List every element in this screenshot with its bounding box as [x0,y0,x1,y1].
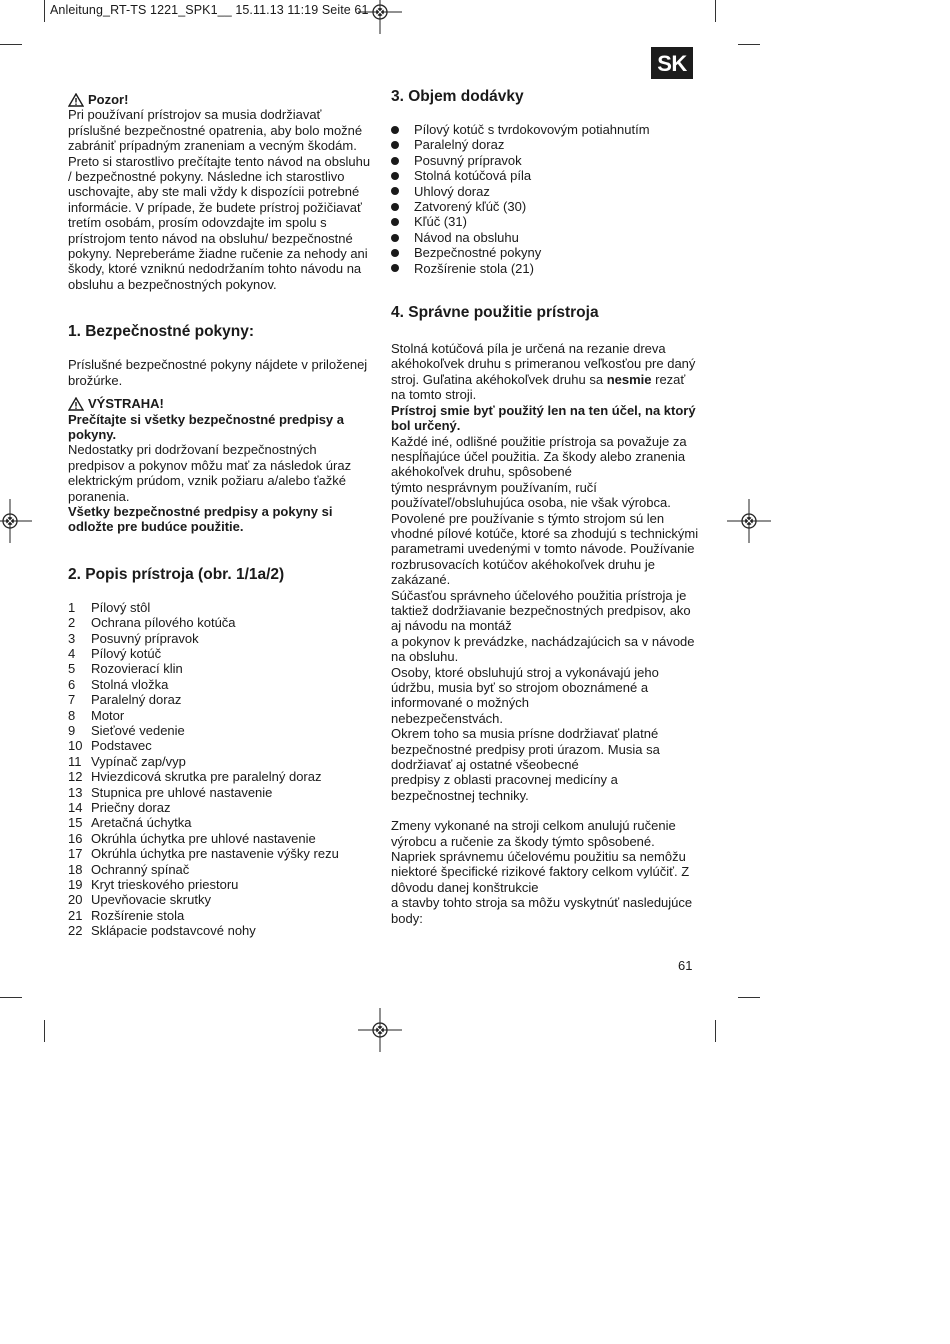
usage-text: Stolná kotúčová píla je určená na rezanie dreva akéhokoľvek druhu s primeranou veľkosťou pre daný stroj. Guľatina akéhokoľvek druhu sa [391,341,696,387]
caution-body: Pri používaní prístrojov sa musia dodržiavať príslušné bezpečnostné opatrenia, aby bolo možné zabrániť prípadným zraneniam a vecným škodám. Preto si starostlivo prečítajte tento návod na obsluhu / bezpečnostné pokyny. Následne ich starostlivo uschovajte, aby ste mali vždy k dispozícii potrebné informácie. V prípade, že budete prístroj požičiavať tretím osobám, prosím odovzdajte im spolu s prístrojom tento návod na obsluhu/ bezpečnostné pokyny. Nepreberáme žiadne ručenie za nehody ani škody, ktoré vzniknú nedodržaním tohto návodu na obsluhu a bezpečnostných pokynov. [68,107,371,292]
usage-paragraph: predpisy z oblasti pracovnej medicíny a bezpečnostnej techniky. [391,772,618,803]
parts-list-label: Rozovierací klin [91,661,183,677]
parts-list-item [68,831,373,846]
crop-mark [44,0,45,22]
delivery-item-label: Pílový kotúč s tvrdokovovým potiahnutím [414,122,650,137]
section-4-heading: 4. Správne použitie prístroja [391,304,599,322]
warning-bold-text-2: Všetky bezpečnostné predpisy a pokyny si odložte pre budúce použitie. [68,503,333,535]
parts-list-item [68,846,373,861]
usage-paragraph-1 [391,341,701,403]
parts-list [68,600,373,939]
parts-list-item [68,785,373,800]
parts-list-number: 16 [68,830,83,846]
bullet-icon [391,126,399,134]
delivery-list-item [391,199,701,214]
crop-mark [715,0,716,22]
usage-paragraph: týmto nesprávnym používaním, ručí používateľ/obsluhujúca osoba, nie však výrobca. [391,479,671,511]
usage-paragraph: Povolené pre používanie s týmto strojom sú len vhodné pílové kotúče, ktoré sa zhodujú s technickými parametrami uvedenými v tomto návode. Používanie rozbrusovacích kotúčov akéhokoľvek druhu je zakázané. [391,510,699,588]
parts-list-label: Sieťové vedenie [91,723,185,738]
parts-list-number: 14 [68,800,83,816]
parts-list-label: Posuvný prípravok [91,630,199,646]
parts-list-number: 9 [68,723,76,738]
right-column [391,87,701,926]
parts-list-label: Podstavec [91,738,152,754]
section-1-heading: 1. Bezpečnostné pokyny: [68,323,255,341]
parts-list-item [68,769,373,784]
parts-list-item [68,692,373,707]
caution-title: Pozor! [88,92,129,107]
delivery-list-item [391,184,701,199]
warning-triangle-icon [68,397,84,411]
left-column [68,92,373,939]
parts-list-item [68,908,373,923]
bullet-icon [391,264,399,272]
registration-mark-icon [0,499,32,543]
delivery-list-item [391,153,701,168]
parts-list-label: Hviezdicová skrutka pre paralelný doraz [91,769,322,785]
crop-mark [738,997,760,998]
parts-list-item [68,677,373,692]
usage-paragraph: Každé iné, odlišné použitie prístroja sa považuje za nespĺňajúce účel použitia. Za škody alebo zranenia akéhokoľvek druhu, spôsobené [391,433,687,480]
usage-paragraph: a pokynov k prevádzke, nachádzajúcich sa v návode na obsluhu. [391,633,695,665]
warning-bold-text: Prečítajte si všetky bezpečnostné predpisy a pokyny. [68,411,345,442]
parts-list-label: Stupnica pre uhlové nastavenie [91,784,273,800]
parts-list-label: Ochranný spínač [91,861,190,877]
crop-mark [0,997,22,998]
section-3-heading: 3. Objem dodávky [391,88,524,105]
parts-list-label: Priečny doraz [91,800,171,816]
parts-list-label: Motor [91,707,125,723]
parts-list-item [68,754,373,769]
delivery-item-label: Uhlový doraz [414,183,490,199]
parts-list-item [68,600,373,615]
caution-heading [68,92,373,107]
crop-mark [0,44,22,45]
usage-bold-word: nesmie [606,371,652,387]
usage-paragraph: Súčasťou správneho účelového použitia prístroja je taktiež dodržiavanie bezpečnostných predpisov, ako aj návodu na montáž [391,587,691,634]
parts-list-label: Okrúhla úchytka pre nastavenie výšky rezu [91,846,339,862]
parts-list-number: 21 [68,907,83,923]
delivery-item-label: Bezpečnostné pokyny [414,245,542,261]
parts-list-item [68,631,373,646]
usage-body [391,434,701,804]
delivery-list-item [391,261,701,276]
parts-list-number: 15 [68,815,83,831]
delivery-list-item [391,122,701,137]
parts-list-number: 10 [68,738,83,754]
parts-list-item [68,723,373,738]
parts-list-number: 17 [68,846,83,862]
parts-list-item [68,661,373,676]
warning-heading [68,396,373,411]
warning-body: Nedostatky pri dodržovaní bezpečnostných predpisov a pokynov môžu mať za následok úraz elektrickým prúdom, vznik požiaru a/alebo ťažké poranenia. [68,442,352,504]
parts-list-label: Upevňovacie skrutky [91,892,211,908]
page-number: 61 [678,958,693,973]
parts-list-number: 8 [68,707,76,723]
crop-mark [738,44,760,45]
usage-paragraph: Osoby, ktoré obsluhujú stroj a vykonávajú jeho údržbu, musia byť so strojom oboznámené a informované o možných [391,664,659,711]
closing-paragraph: a stavby tohto stroja sa môžu vyskytnúť nasledujúce body: [391,895,693,926]
parts-list-number: 11 [68,753,82,769]
parts-list-number: 13 [68,784,83,800]
parts-list-label: Aretačná úchytka [91,815,192,831]
delivery-item-label: Zatvorený kľúč (30) [414,199,527,215]
print-slug-header: Anleitung_RT-TS 1221_SPK1__ 15.11.13 11:19 Seite 61 [50,3,369,17]
parts-list-label: Pílový stôl [91,599,151,615]
delivery-list-item [391,214,701,229]
usage-closing [391,818,701,926]
parts-list-item [68,646,373,661]
bullet-icon [391,172,399,180]
usage-bold-statement: Prístroj smie byť použitý len na ten účel, na ktorý bol určený. [391,402,696,434]
parts-list-item [68,800,373,815]
usage-paragraph: nebezpečenstvách. [391,710,504,726]
parts-list-number: 2 [68,615,76,631]
section-1-intro: Príslušné bezpečnostné pokyny nájdete v priloženej brožúrke. [68,357,368,388]
registration-mark-icon [358,1008,402,1052]
closing-paragraph: Napriek správnemu účelovému použitiu sa nemôžu niektoré špecifické rizikové faktory celkom vylúčiť. Z dôvodu danej konštrukcie [391,849,690,895]
parts-list-number: 19 [68,877,83,893]
parts-list-label: Kryt trieskového priestoru [91,877,239,893]
parts-list-number: 3 [68,630,76,646]
bullet-icon [391,203,399,211]
warning-triangle-icon [68,93,84,107]
parts-list-item [68,738,373,753]
crop-mark [715,1020,716,1042]
parts-list-number: 7 [68,692,76,708]
parts-list-item [68,892,373,907]
delivery-item-label: Paralelný doraz [414,137,505,153]
delivery-list-item [391,230,701,245]
parts-list-label: Stolná vložka [91,676,169,692]
parts-list-number: 12 [68,769,83,785]
delivery-item-label: Kľúč (31) [414,214,467,230]
bullet-icon [391,157,399,165]
parts-list-label: Rozšírenie stola [91,907,185,923]
delivery-list-item [391,168,701,183]
parts-list-label: Pílový kotúč [91,645,162,661]
parts-list-label: Okrúhla úchytka pre uhlové nastavenie [91,830,316,846]
closing-paragraph: Zmeny vykonané na stroji celkom anulujú ručenie výrobcu a ručenie za škody týmto spôsobené. [391,818,676,849]
usage-paragraph: Okrem toho sa musia prísne dodržiavať platné bezpečnostné predpisy proti úrazom. Musia sa dodržiavať aj ostatné všeobecné [391,726,660,773]
parts-list-item [68,815,373,830]
parts-list-item [68,708,373,723]
language-badge: SK [651,47,693,79]
parts-list-number: 1 [68,599,76,615]
bullet-icon [391,234,399,242]
parts-list-number: 5 [68,661,76,677]
bullet-icon [391,249,399,257]
parts-list-number: 6 [68,676,76,692]
delivery-list [391,122,701,276]
bullet-icon [391,141,399,149]
parts-list-number: 20 [68,892,83,908]
delivery-item-label: Rozšírenie stola (21) [414,260,534,276]
registration-mark-icon [727,499,771,543]
parts-list-label: Vypínač zap/vyp [91,753,186,769]
parts-list-label: Sklápacie podstavcové nohy [91,923,256,939]
parts-list-label: Paralelný doraz [91,692,182,708]
crop-mark [44,1020,45,1042]
usage-text: rezať na tomto stroji. [391,371,686,403]
delivery-list-item [391,245,701,260]
parts-list-label: Ochrana pílového kotúča [91,615,236,631]
parts-list-item [68,877,373,892]
parts-list-item [68,862,373,877]
parts-list-number: 4 [68,645,76,661]
bullet-icon [391,187,399,195]
delivery-list-item [391,137,701,152]
parts-list-item [68,615,373,630]
bullet-icon [391,218,399,226]
warning-title: VÝSTRAHA! [88,396,164,412]
section-2-heading: 2. Popis prístroja (obr. 1/1a/2) [68,565,285,583]
delivery-item-label: Stolná kotúčová píla [414,168,532,184]
delivery-item-label: Posuvný prípravok [414,152,522,168]
delivery-item-label: Návod na obsluhu [414,229,519,245]
parts-list-item [68,923,373,938]
parts-list-number: 18 [68,861,83,877]
parts-list-number: 22 [68,923,83,939]
